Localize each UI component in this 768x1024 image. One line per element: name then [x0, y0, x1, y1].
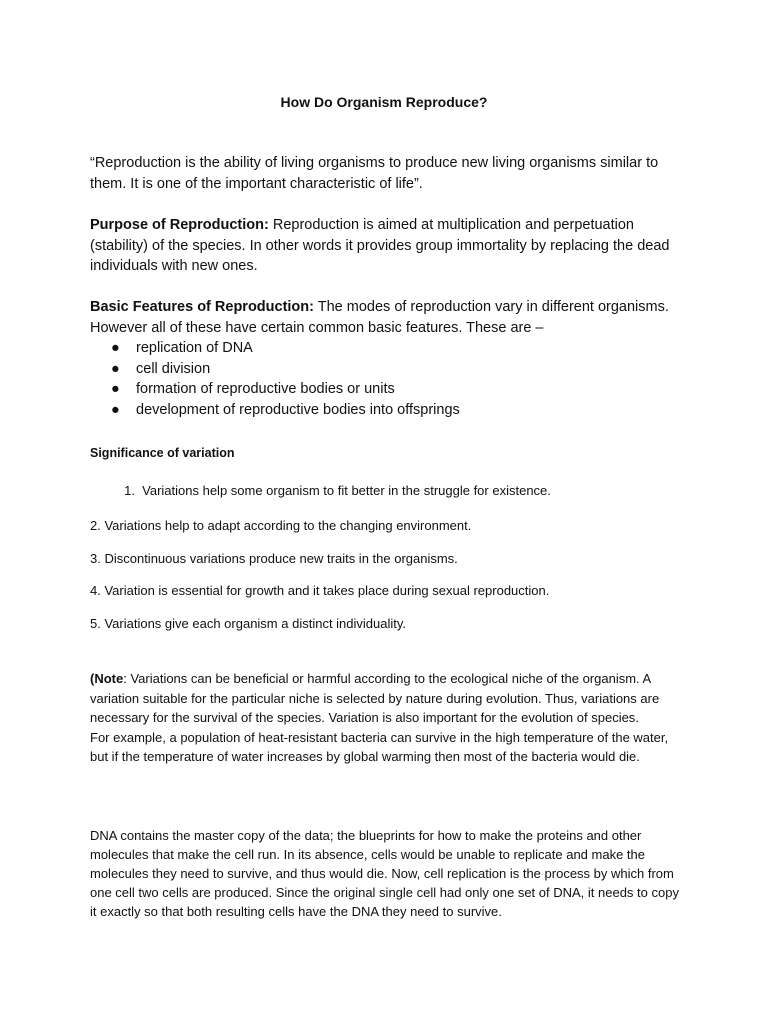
bullet-icon: ● [111, 401, 120, 418]
bullet-icon: ● [111, 340, 120, 356]
purpose-paragraph [90, 215, 690, 277]
list-item: ● development of reproductive bodies into offsprings [90, 400, 690, 421]
point-number: 1. [124, 483, 135, 498]
bullet-icon: ● [111, 381, 120, 397]
significance-point-5: 5. Variations give each organism a distinct individuality. [90, 616, 407, 631]
document-title: How Do Organism Reproduce? [280, 94, 488, 110]
note-example: For example, a population of heat-resistant bacteria can survive in the high temperature of the water, but if the temperature of water increases by global warming then most of the bacteria would die. [90, 729, 669, 764]
significance-point-1 [90, 481, 690, 501]
list-item: ● replication of DNA [90, 338, 690, 359]
bullet-icon: ● [111, 360, 120, 377]
point-text: Variations help some organism to fit better in the struggle for existence. [142, 483, 551, 498]
dna-paragraph: DNA contains the master copy of the data; the blueprints for how to make the proteins and other molecules that make the cell run. In its absence, cells would be unable to replicate and make the molecules they need to survive, and thus would die. Now, cell replication is the process by which from one cell two cells are produced. Since the original single cell had only one set of DNA, it needs to copy it exactly so that both resulting cells have the DNA they need to survive. [90, 828, 679, 919]
basic-features-text: The modes of reproduction vary in different organisms. However all of these have certain common basic features. These are – [90, 299, 669, 336]
significance-point-3: 3. Discontinuous variations produce new traits in the organisms. [90, 551, 458, 566]
note-text: : Variations can be beneficial or harmful according to the ecological niche of the organism. A variation suitable for the particular niche is selected by nature during evolution. Thus, variations are necessary for the survival of the species. Variation is also important for the evolution of species. [90, 671, 660, 725]
basic-features-heading: Basic Features of Reproduction: [90, 299, 314, 315]
basic-features-paragraph [90, 297, 690, 338]
basic-features-list [90, 338, 690, 420]
purpose-text: Reproduction is aimed at multiplication and perpetuation (stability) of the species. In other words it provides group immortality by replacing the dead individuals with new ones. [90, 217, 670, 274]
significance-point-2: 2. Variations help to adapt according to the changing environment. [90, 518, 472, 533]
definition-paragraph: “Reproduction is the ability of living organisms to produce new living organisms similar to them. It is one of the important characteristic of life”. [90, 155, 659, 192]
significance-heading: Significance of variation [90, 446, 235, 460]
purpose-heading: Purpose of Reproduction: [90, 217, 269, 233]
list-item: ● cell division [90, 359, 690, 380]
note-paragraph [90, 669, 686, 767]
significance-point-4: 4. Variation is essential for growth and it takes place during sexual reproduction. [90, 583, 550, 598]
list-item: ● formation of reproductive bodies or units [90, 379, 690, 400]
note-lead: (Note [90, 671, 124, 686]
